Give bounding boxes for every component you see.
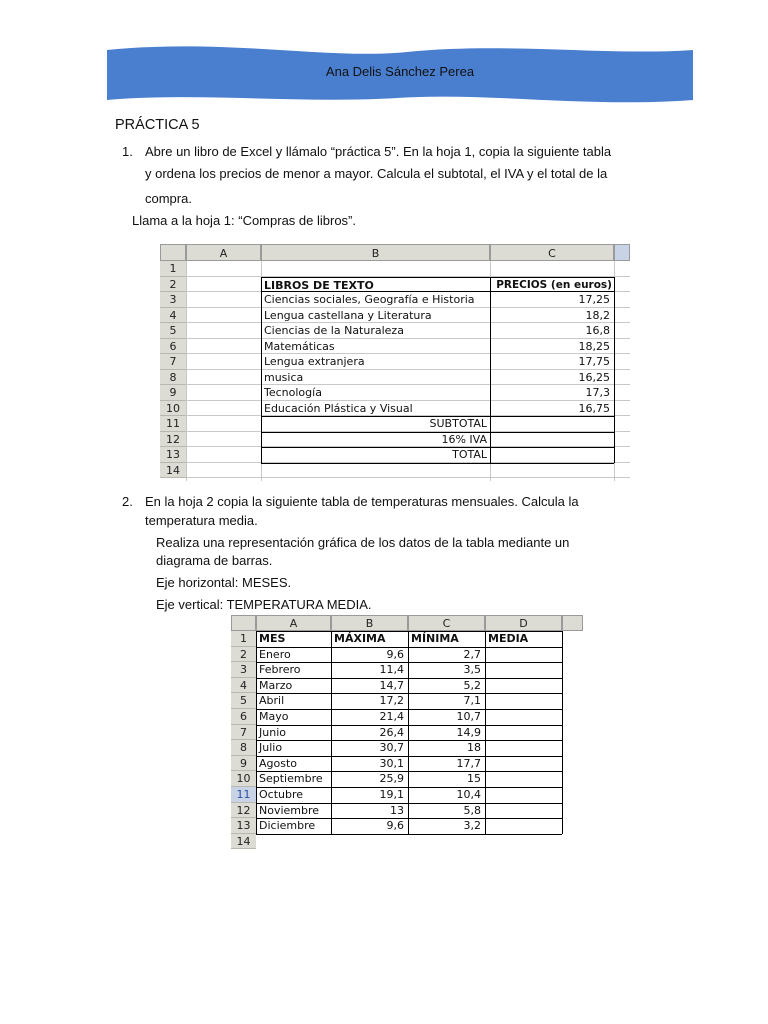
month-name: Noviembre — [259, 803, 320, 817]
row-header-7: 7 — [231, 725, 256, 741]
header-prices: PRECIOS (en euros) — [496, 278, 612, 291]
gridline-h — [186, 477, 630, 478]
column-header-c: C — [490, 244, 614, 261]
month-min: 5,8 — [463, 803, 481, 817]
month-min: 7,1 — [463, 694, 481, 708]
header-min: MÍNIMA — [411, 632, 459, 645]
book-name: Tecnología — [264, 386, 322, 399]
border-left — [261, 277, 262, 463]
row-header-3: 3 — [160, 292, 186, 308]
spreadsheet-books — [160, 244, 630, 477]
exercise2-line1: En la hoja 2 copia la siguiente tabla de temperaturas mensuales. Calcula la — [145, 494, 579, 509]
row-header-9: 9 — [160, 385, 186, 401]
row-header-13: 13 — [160, 447, 186, 463]
border-h — [256, 834, 562, 835]
border-v — [485, 631, 486, 834]
row-header-11: 11 — [160, 416, 186, 432]
month-name: Abril — [259, 694, 285, 708]
exercise2-line4: diagrama de barras. — [156, 553, 273, 568]
border-v — [562, 631, 563, 834]
month-min: 2,7 — [463, 647, 481, 661]
column-header-b: B — [261, 244, 490, 261]
exercise2-line3: Realiza una representación gráfica de los datos de la tabla mediante un — [156, 535, 570, 550]
row-header-3: 3 — [231, 662, 256, 678]
row-header-10: 10 — [231, 771, 256, 787]
exercise1-line1: Abre un libro de Excel y llámalo “práctica 5”. En la hoja 1, copia la siguiente tabla — [145, 144, 612, 159]
row-header-10: 10 — [160, 401, 186, 417]
month-max: 9,6 — [386, 647, 404, 661]
month-min: 17,7 — [456, 756, 481, 770]
row-header-12: 12 — [231, 803, 256, 819]
column-header-a: A — [256, 615, 331, 631]
book-price: 17,25 — [578, 293, 610, 306]
exercise1-line2: y ordena los precios de menor a mayor. Calcula el subtotal, el IVA y el total de la — [145, 166, 608, 181]
row-header-14: 14 — [160, 463, 186, 479]
practice-title: PRÁCTICA 5 — [115, 117, 200, 133]
header-media: MEDIA — [488, 632, 529, 645]
exercise1-line3: compra. — [145, 191, 192, 206]
border-v — [256, 631, 257, 834]
border-right — [614, 277, 615, 463]
row-header-8: 8 — [231, 740, 256, 756]
column-header-c: C — [408, 615, 485, 631]
column-header-a: A — [186, 244, 261, 261]
label-total: TOTAL — [452, 448, 487, 461]
row-header-4: 4 — [231, 678, 256, 694]
border-v — [331, 631, 332, 834]
header-max: MÁXIMA — [334, 632, 386, 645]
month-name: Junio — [259, 725, 286, 739]
month-max: 30,7 — [379, 741, 404, 755]
book-price: 16,8 — [585, 324, 610, 337]
month-min: 3,5 — [463, 663, 481, 677]
header-books: LIBROS DE TEXTO — [264, 278, 374, 292]
month-max: 11,4 — [379, 663, 404, 677]
border-v — [408, 631, 409, 834]
border-bottom — [261, 463, 614, 464]
row-header-5: 5 — [231, 693, 256, 709]
label-subtotal: SUBTOTAL — [429, 417, 487, 430]
month-max: 14,7 — [379, 678, 404, 692]
book-name: Ciencias sociales, Geografía e Historia — [264, 293, 475, 306]
scroll-edge — [614, 244, 630, 261]
exercise2-line5: Eje horizontal: MESES. — [156, 575, 292, 590]
book-name: Matemáticas — [264, 339, 335, 353]
month-name: Diciembre — [259, 819, 316, 833]
corner-cell — [160, 244, 186, 261]
gridline-v — [186, 261, 187, 481]
month-max: 26,4 — [379, 725, 404, 739]
book-price: 16,75 — [578, 401, 610, 415]
exercise1-number: 1. — [122, 144, 133, 159]
book-price: 18,2 — [585, 308, 610, 322]
month-name: Agosto — [259, 756, 298, 770]
month-max: 17,2 — [379, 694, 404, 708]
exercise1-line4: Llama a la hoja 1: “Compras de libros”. — [132, 213, 356, 228]
row-header-2: 2 — [231, 647, 256, 663]
row-header-2: 2 — [160, 277, 186, 293]
header-banner — [107, 42, 693, 106]
book-price: 16,25 — [578, 370, 610, 384]
row-header-7: 7 — [160, 354, 186, 370]
exercise2-line2: temperatura media. — [145, 513, 258, 528]
row-header-14: 14 — [231, 834, 256, 850]
month-min: 18 — [467, 741, 481, 755]
border-mid — [490, 277, 491, 463]
corner-cell — [231, 615, 256, 631]
row-header-1: 1 — [160, 261, 186, 277]
row-header-6: 6 — [160, 339, 186, 355]
month-name: Octubre — [259, 788, 304, 801]
book-name: Ciencias de la Naturaleza — [264, 324, 404, 337]
month-name: Mayo — [259, 710, 289, 723]
column-header-b: B — [331, 615, 408, 631]
month-name: Marzo — [259, 678, 293, 692]
month-max: 9,6 — [386, 819, 404, 833]
book-name: musica — [264, 370, 304, 384]
author-name: Ana Delis Sánchez Perea — [325, 64, 475, 79]
book-price: 18,25 — [578, 339, 610, 353]
month-min: 15 — [467, 772, 481, 786]
row-header-12: 12 — [160, 432, 186, 448]
month-max: 25,9 — [379, 772, 404, 786]
month-max: 13 — [390, 803, 404, 817]
month-name: Julio — [259, 741, 283, 755]
book-name: Lengua extranjera — [264, 355, 365, 368]
label-iva: 16% IVA — [441, 432, 487, 446]
month-max: 19,1 — [379, 788, 404, 801]
month-min: 14,9 — [456, 725, 481, 739]
month-max: 30,1 — [379, 756, 404, 770]
month-max: 21,4 — [379, 710, 404, 723]
month-name: Febrero — [259, 663, 301, 677]
month-name: Septiembre — [259, 772, 323, 786]
row-header-6: 6 — [231, 709, 256, 725]
row-header-4: 4 — [160, 308, 186, 324]
month-min: 3,2 — [463, 819, 481, 833]
row-header-13: 13 — [231, 818, 256, 834]
row-header-1: 1 — [231, 631, 256, 647]
month-min: 10,7 — [456, 710, 481, 723]
exercise2-line6: Eje vertical: TEMPERATURA MEDIA. — [156, 597, 372, 612]
book-name: Lengua castellana y Literatura — [264, 308, 432, 322]
row-header-11: 11 — [231, 787, 256, 803]
exercise2-number: 2. — [122, 494, 133, 509]
header-mes: MES — [259, 632, 286, 645]
row-header-8: 8 — [160, 370, 186, 386]
book-price: 17,75 — [578, 355, 610, 368]
month-min: 5,2 — [463, 678, 481, 692]
month-min: 10,4 — [456, 788, 481, 801]
book-price: 17,3 — [585, 386, 610, 399]
month-name: Enero — [259, 647, 291, 661]
spreadsheet-temperatures — [231, 615, 583, 848]
column-header-d: D — [485, 615, 562, 631]
row-header-5: 5 — [160, 323, 186, 339]
column-header-extra — [562, 615, 583, 631]
book-name: Educación Plástica y Visual — [264, 401, 413, 415]
row-header-9: 9 — [231, 756, 256, 772]
